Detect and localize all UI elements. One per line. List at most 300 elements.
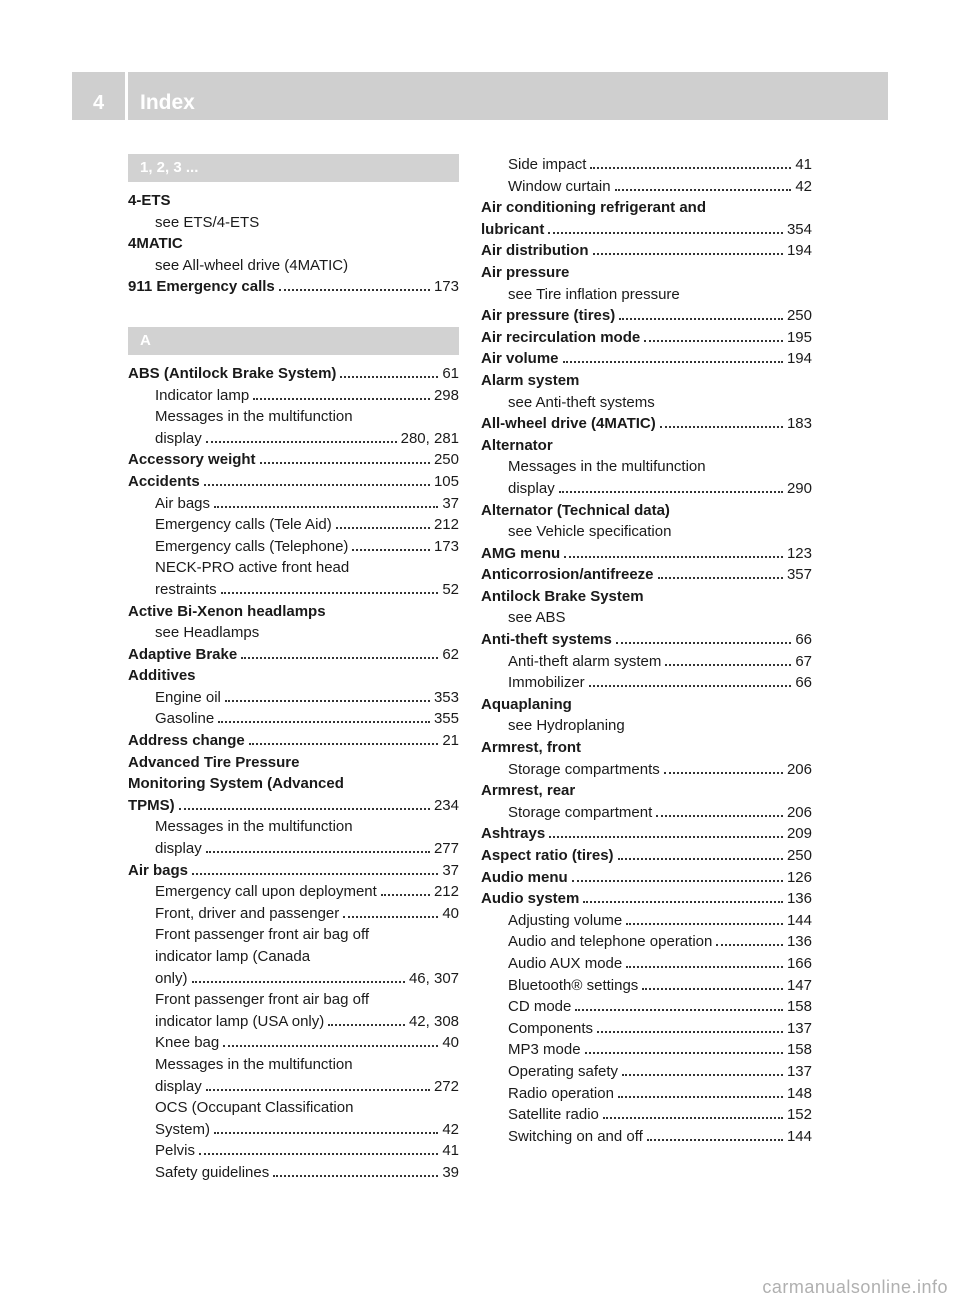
entry-label: Adjusting volume xyxy=(508,911,623,929)
entry-label: Additives xyxy=(128,667,196,685)
index-entry xyxy=(481,500,812,522)
dot-leader xyxy=(192,981,405,983)
entry-label: see ETS/4-ETS xyxy=(155,213,260,231)
index-entry xyxy=(128,276,459,298)
index-subentry xyxy=(128,1119,459,1141)
index-subentry xyxy=(128,903,459,925)
entry-page-numbers: 42 xyxy=(442,1120,459,1138)
entry-label: Window curtain xyxy=(508,177,611,195)
entry-label: Aspect ratio (tires) xyxy=(481,847,614,864)
entry-label: Accidents xyxy=(128,472,200,490)
entry-page-numbers: 173 xyxy=(433,537,459,555)
entry-page-numbers: 194 xyxy=(786,242,812,260)
entry-label: Ashtrays xyxy=(481,825,546,843)
entry-page-numbers: 37 xyxy=(442,494,459,512)
entry-label: Front, driver and passenger xyxy=(155,904,340,922)
entry-label: Armrest, rear xyxy=(481,782,576,800)
entry-label: Front passenger front air bag off xyxy=(155,926,370,944)
entry-label: Side impact xyxy=(508,156,587,173)
dot-leader xyxy=(616,642,791,644)
entry-label: OCS (Occupant Classification xyxy=(155,1099,354,1117)
entry-label: Messages in the multifunction xyxy=(155,1055,353,1073)
entry-label: Radio operation xyxy=(508,1084,614,1102)
entry-label: Air volume xyxy=(481,350,559,368)
index-entry xyxy=(481,435,812,457)
entry-label: Bluetooth® settings xyxy=(508,976,639,994)
entry-page-numbers: 144 xyxy=(786,1127,812,1145)
dot-leader xyxy=(626,923,783,925)
entry-label: AMG menu xyxy=(481,544,561,562)
entry-label: Switching on and off xyxy=(508,1127,643,1145)
index-subentry xyxy=(128,428,459,450)
index-entry xyxy=(481,305,812,327)
index-entry xyxy=(128,730,459,752)
entry-page-numbers: 66 xyxy=(795,631,812,649)
index-subentry xyxy=(128,924,459,946)
entry-page-numbers: 195 xyxy=(786,328,812,346)
index-subentry xyxy=(128,255,459,277)
entry-page-numbers: 136 xyxy=(786,890,812,908)
entry-label: 911 Emergency calls xyxy=(128,278,275,296)
dot-leader xyxy=(618,858,783,860)
index-entry xyxy=(481,845,812,867)
index-subentry xyxy=(481,715,812,737)
entry-page-numbers: 123 xyxy=(786,544,812,562)
entry-page-numbers: 355 xyxy=(433,710,459,728)
index-entry xyxy=(128,471,459,493)
index-subentry xyxy=(128,212,459,234)
dot-leader xyxy=(340,376,438,378)
entry-label: display xyxy=(155,1077,202,1095)
dot-leader xyxy=(647,1139,783,1141)
entry-label: Alarm system xyxy=(481,371,580,389)
entry-label: TPMS) xyxy=(128,796,175,814)
entry-page-numbers: 144 xyxy=(786,911,812,929)
index-section-header: 1, 2, 3 ... xyxy=(128,154,459,182)
entry-label: ABS (Antilock Brake System) xyxy=(128,364,337,382)
index-entry xyxy=(481,867,812,889)
entry-page-numbers: 105 xyxy=(433,472,459,490)
dot-leader xyxy=(249,743,439,745)
dot-leader xyxy=(575,1009,783,1011)
index-entry xyxy=(481,370,812,392)
index-subentry xyxy=(481,392,812,414)
index-subentry xyxy=(128,493,459,515)
entry-label: see All-wheel drive (4MATIC) xyxy=(155,256,349,274)
dot-leader xyxy=(619,318,783,320)
index-entry xyxy=(481,780,812,802)
entry-label: Adaptive Brake xyxy=(128,645,238,663)
index-entry xyxy=(128,363,459,385)
entry-label: Messages in the multifunction xyxy=(508,458,706,476)
index-subentry xyxy=(128,989,459,1011)
entry-page-numbers: 290 xyxy=(786,479,812,497)
index-subentry xyxy=(481,953,812,975)
entry-page-numbers: 41 xyxy=(442,1142,459,1160)
entry-page-numbers: 158 xyxy=(786,998,812,1016)
index-subentry xyxy=(128,579,459,601)
page-number: 4 xyxy=(92,92,105,114)
entry-page-numbers: 272 xyxy=(433,1077,459,1095)
dot-leader xyxy=(199,1153,438,1155)
entry-label: Messages in the multifunction xyxy=(155,408,353,426)
index-subentry xyxy=(481,176,812,198)
dot-leader xyxy=(381,894,430,896)
entry-page-numbers: 280, 281 xyxy=(400,429,459,447)
dot-leader xyxy=(204,484,430,486)
entry-label: Air recirculation mode xyxy=(481,328,641,346)
entry-label: Safety guidelines xyxy=(155,1163,270,1181)
index-subentry xyxy=(481,910,812,932)
dot-leader xyxy=(223,1045,438,1047)
entry-page-numbers: 183 xyxy=(786,415,812,433)
entry-label: MP3 mode xyxy=(508,1041,581,1059)
entry-page-numbers: 209 xyxy=(786,825,812,843)
dot-leader xyxy=(206,1089,430,1091)
entry-page-numbers: 46, 307 xyxy=(408,969,459,987)
entry-label: Accessory weight xyxy=(128,451,256,469)
dot-leader xyxy=(716,944,783,946)
entry-label: see Hydroplaning xyxy=(508,717,625,735)
header-divider xyxy=(125,72,128,120)
entry-page-numbers: 250 xyxy=(433,451,459,469)
index-entry xyxy=(128,190,459,212)
entry-label: Knee bag xyxy=(155,1034,220,1052)
index-subentry xyxy=(481,1083,812,1105)
index-subentry xyxy=(481,154,812,176)
entry-label: Air bags xyxy=(128,861,189,879)
index-subentry xyxy=(128,687,459,709)
index-entry xyxy=(481,262,812,284)
entry-page-numbers: 250 xyxy=(786,847,812,864)
index-subentry xyxy=(481,1104,812,1126)
entry-label: Storage compartment xyxy=(508,803,653,821)
index-entry xyxy=(481,413,812,435)
entry-page-numbers: 52 xyxy=(442,580,459,598)
entry-label: 4MATIC xyxy=(128,235,183,253)
entry-page-numbers: 61 xyxy=(442,364,459,382)
index-entry xyxy=(481,737,812,759)
entry-label: see ABS xyxy=(508,609,566,627)
dot-leader xyxy=(622,1074,783,1076)
dot-leader xyxy=(589,685,792,687)
index-subentry xyxy=(128,557,459,579)
index-entry xyxy=(128,233,459,255)
index-entry xyxy=(128,752,459,774)
dot-leader xyxy=(192,873,438,875)
entry-label: indicator lamp (Canada xyxy=(155,948,311,965)
entry-page-numbers: 158 xyxy=(786,1041,812,1059)
dot-leader xyxy=(214,1132,438,1134)
entry-label: Armrest, front xyxy=(481,739,582,757)
entry-label: restraints xyxy=(155,580,217,598)
index-entry xyxy=(128,601,459,623)
dot-leader xyxy=(241,657,438,659)
index-subentry xyxy=(481,975,812,997)
index-subentry xyxy=(128,1097,459,1119)
entry-label: Air pressure (tires) xyxy=(481,307,616,325)
entry-page-numbers: 41 xyxy=(795,156,812,173)
entry-label: Indicator lamp xyxy=(155,386,250,404)
dot-leader xyxy=(664,772,783,774)
dot-leader xyxy=(644,340,783,342)
index-subentry xyxy=(128,1140,459,1162)
entry-label: Air bags xyxy=(155,494,211,512)
entry-label: System) xyxy=(155,1120,211,1138)
entry-label: Alternator (Technical data) xyxy=(481,501,670,519)
entry-label: Anti-theft alarm system xyxy=(508,652,662,670)
entry-label: Operating safety xyxy=(508,1062,619,1080)
entry-page-numbers: 194 xyxy=(786,350,812,368)
entry-label: Pelvis xyxy=(155,1142,196,1160)
index-subentry xyxy=(128,968,459,990)
dot-leader xyxy=(206,441,397,443)
index-subentry xyxy=(128,1032,459,1054)
dot-leader xyxy=(548,232,783,234)
entry-label: Alternator xyxy=(481,436,553,454)
dot-leader xyxy=(343,916,438,918)
entry-page-numbers: 357 xyxy=(786,566,812,584)
entry-page-numbers: 126 xyxy=(786,868,812,886)
entry-page-numbers: 353 xyxy=(433,688,459,706)
entry-label: Address change xyxy=(128,732,245,750)
entry-page-numbers: 250 xyxy=(786,307,812,325)
entry-label: Advanced Tire Pressure xyxy=(128,753,300,771)
dot-leader xyxy=(590,167,791,169)
entry-page-numbers: 21 xyxy=(442,732,459,750)
index-subentry xyxy=(128,816,459,838)
dot-leader xyxy=(214,506,438,508)
index-entry xyxy=(481,694,812,716)
entry-label: 4-ETS xyxy=(128,192,171,209)
index-entry xyxy=(481,197,812,219)
index-subentry xyxy=(128,536,459,558)
entry-label: Messages in the multifunction xyxy=(155,818,353,836)
index-entry xyxy=(128,860,459,882)
dot-leader xyxy=(352,549,430,551)
dot-leader xyxy=(218,721,430,723)
entry-page-numbers: 277 xyxy=(433,840,459,858)
entry-label: Emergency call upon deployment xyxy=(155,883,377,901)
entry-label: CD mode xyxy=(508,998,572,1016)
entry-label: Air pressure xyxy=(481,263,570,281)
dot-leader xyxy=(603,1117,783,1119)
index-subentry xyxy=(128,385,459,407)
entry-label: see Anti-theft systems xyxy=(508,393,655,411)
index-subentry xyxy=(481,521,812,543)
entry-page-numbers: 173 xyxy=(433,278,459,296)
index-entry xyxy=(128,795,459,817)
entry-label: Audio AUX mode xyxy=(508,954,623,972)
index-entry xyxy=(481,888,812,910)
dot-leader xyxy=(618,1096,783,1098)
entry-label: indicator lamp (USA only) xyxy=(155,1012,325,1030)
index-subentry xyxy=(128,708,459,730)
dot-leader xyxy=(221,592,439,594)
entry-page-numbers: 212 xyxy=(433,883,459,901)
index-subentry xyxy=(481,456,812,478)
dot-leader xyxy=(225,700,430,702)
dot-leader xyxy=(660,426,783,428)
index-entry xyxy=(481,823,812,845)
entry-page-numbers: 206 xyxy=(786,760,812,778)
dot-leader xyxy=(597,1031,783,1033)
dot-leader xyxy=(260,462,430,464)
entry-label: see Vehicle specification xyxy=(508,523,672,541)
index-subentry xyxy=(481,802,812,824)
entry-label: Audio menu xyxy=(481,868,568,886)
entry-label: Anticorrosion/antifreeze xyxy=(481,566,654,584)
watermark: carmanualsonline.info xyxy=(762,1277,948,1297)
entry-page-numbers: 62 xyxy=(442,645,459,663)
entry-page-numbers: 166 xyxy=(786,954,812,972)
entry-label: Air conditioning refrigerant and xyxy=(481,199,707,217)
entry-label: only) xyxy=(155,969,188,987)
dot-leader xyxy=(549,836,783,838)
entry-label: Active Bi-Xenon headlamps xyxy=(128,602,326,620)
index-subentry xyxy=(481,651,812,673)
index-subentry xyxy=(128,622,459,644)
entry-label: Immobilizer xyxy=(508,674,585,692)
entry-page-numbers: 234 xyxy=(433,796,459,814)
index-entry xyxy=(128,773,459,795)
entry-label: Emergency calls (Telephone) xyxy=(155,537,349,555)
dot-leader xyxy=(559,491,783,493)
index-subentry xyxy=(128,1076,459,1098)
entry-label: Anti-theft systems xyxy=(481,631,612,649)
entry-page-numbers: 40 xyxy=(442,904,459,922)
index-subentry xyxy=(481,996,812,1018)
entry-page-numbers: 147 xyxy=(786,976,812,994)
entry-page-numbers: 152 xyxy=(786,1106,812,1124)
entry-label: Antilock Brake System xyxy=(481,587,644,605)
dot-leader xyxy=(328,1024,405,1026)
index-entry xyxy=(128,449,459,471)
entry-page-numbers: 66 xyxy=(795,674,812,692)
entry-label: Components xyxy=(508,1019,594,1037)
index-entry xyxy=(481,219,812,241)
index-subentry xyxy=(128,1011,459,1033)
entry-label: display xyxy=(155,429,202,447)
index-subentry xyxy=(128,838,459,860)
entry-label: Storage compartments xyxy=(508,760,660,778)
entry-page-numbers: 136 xyxy=(786,933,812,951)
index-subentry xyxy=(481,478,812,500)
entry-page-numbers: 137 xyxy=(786,1062,812,1080)
entry-page-numbers: 42, 308 xyxy=(408,1012,459,1030)
dot-leader xyxy=(279,289,430,291)
entry-label: Air distribution xyxy=(481,242,589,260)
index-entry xyxy=(481,564,812,586)
dot-leader xyxy=(563,361,783,363)
entry-label: Audio system xyxy=(481,890,580,908)
index-subentry xyxy=(128,406,459,428)
entry-label: Front passenger front air bag off xyxy=(155,991,370,1009)
entry-label: Emergency calls (Tele Aid) xyxy=(155,516,332,534)
entry-page-numbers: 137 xyxy=(786,1019,812,1037)
index-subentry xyxy=(481,284,812,306)
entry-label: Gasoline xyxy=(155,710,215,728)
index-subentry xyxy=(481,1018,812,1040)
index-column-right xyxy=(481,154,812,1147)
entry-page-numbers: 354 xyxy=(786,220,812,238)
index-subentry xyxy=(128,946,459,968)
index-subentry xyxy=(481,1039,812,1061)
entry-label: Audio and telephone operation xyxy=(508,933,713,951)
index-subentry xyxy=(128,514,459,536)
index-entry xyxy=(128,644,459,666)
index-subentry xyxy=(481,759,812,781)
entry-page-numbers: 67 xyxy=(795,652,812,670)
index-entry xyxy=(481,327,812,349)
index-subentry xyxy=(481,672,812,694)
index-subentry xyxy=(481,1126,812,1148)
dot-leader xyxy=(626,966,783,968)
index-subentry xyxy=(128,1054,459,1076)
entry-label: Satellite radio xyxy=(508,1106,599,1124)
entry-label: display xyxy=(155,840,202,858)
index-subentry xyxy=(128,881,459,903)
dot-leader xyxy=(658,577,783,579)
index-entry xyxy=(481,586,812,608)
entry-page-numbers: 212 xyxy=(433,516,459,534)
dot-leader xyxy=(593,253,783,255)
index-column-left xyxy=(128,154,459,1184)
dot-leader xyxy=(336,527,430,529)
entry-page-numbers: 42 xyxy=(795,177,812,195)
index-section-header: A xyxy=(128,327,459,355)
entry-label: All-wheel drive (4MATIC) xyxy=(481,415,656,433)
index-entry xyxy=(481,240,812,262)
entry-label: see Headlamps xyxy=(155,624,260,642)
dot-leader xyxy=(253,398,430,400)
entry-page-numbers: 40 xyxy=(442,1034,459,1052)
dot-leader xyxy=(656,815,783,817)
page-title: Index xyxy=(140,91,195,114)
dot-leader xyxy=(665,664,791,666)
entry-page-numbers: 148 xyxy=(786,1084,812,1102)
dot-leader xyxy=(273,1175,438,1177)
index-entry xyxy=(128,665,459,687)
index-subentry xyxy=(481,931,812,953)
dot-leader xyxy=(583,901,783,903)
entry-label: NECK-PRO active front head xyxy=(155,559,350,577)
index-entry xyxy=(481,348,812,370)
entry-page-numbers: 206 xyxy=(786,803,812,821)
entry-label: Aquaplaning xyxy=(481,695,572,713)
entry-label: Engine oil xyxy=(155,688,221,706)
index-subentry xyxy=(481,1061,812,1083)
entry-label: display xyxy=(508,479,555,497)
index-entry xyxy=(481,629,812,651)
index-subentry xyxy=(481,607,812,629)
entry-page-numbers: 37 xyxy=(442,861,459,879)
dot-leader xyxy=(585,1052,783,1054)
entry-page-numbers: 39 xyxy=(442,1163,459,1181)
entry-page-numbers: 298 xyxy=(433,386,459,404)
index-entry xyxy=(481,543,812,565)
dot-leader xyxy=(615,189,792,191)
dot-leader xyxy=(206,851,430,853)
entry-label: Monitoring System (Advanced xyxy=(128,775,344,793)
section-spacer xyxy=(128,298,459,327)
dot-leader xyxy=(642,988,783,990)
entry-label: see Tire inflation pressure xyxy=(508,285,680,303)
entry-label: lubricant xyxy=(481,220,545,238)
dot-leader xyxy=(179,808,430,810)
dot-leader xyxy=(564,556,783,558)
index-subentry xyxy=(128,1162,459,1184)
